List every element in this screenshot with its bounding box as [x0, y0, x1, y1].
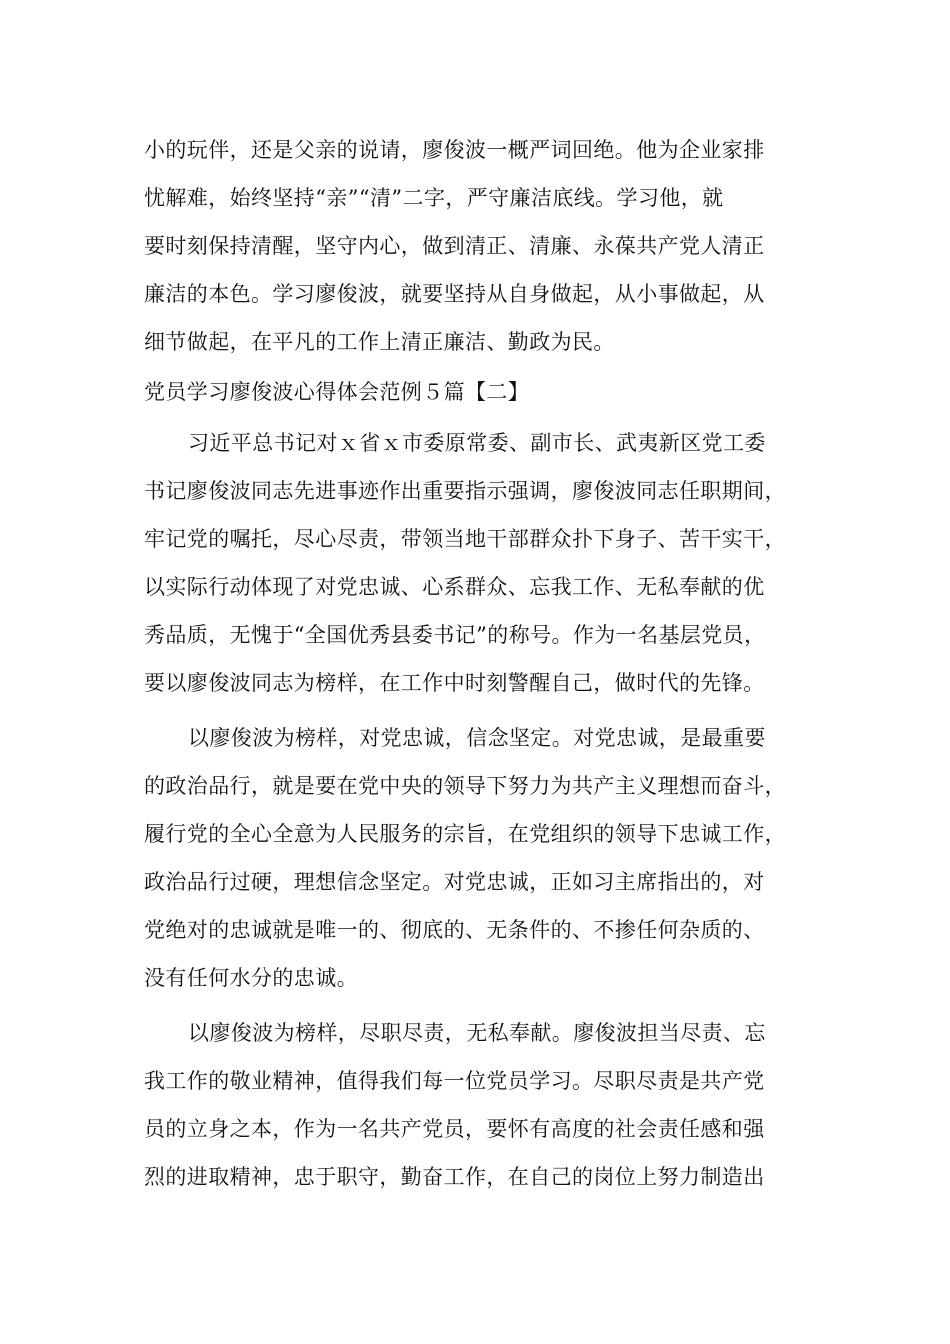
section-heading: 党员学习廖俊波心得体会范例５篇【二】	[144, 380, 530, 404]
text-line: 以实际行动体现了对党忠诚、心系群众、忘我工作、无私奉献的优	[144, 575, 765, 599]
text-line: 牢记党的嘱托，尽心尽责，带领当地干部群众扑下身子、苦干实干，	[144, 527, 786, 551]
text-line: 要以廖俊波同志为榜样，在工作中时刻警醒自己，做时代的先锋。	[144, 671, 765, 695]
document-body	[144, 126, 824, 1201]
text-line: 以廖俊波为榜样，尽职尽责，无私奉献。廖俊波担当尽责、忘	[188, 1021, 766, 1045]
text-line: 烈的进取精神，忠于职守，勤奋工作，在自己的岗位上努力制造出	[144, 1165, 765, 1189]
text-line: 书记廖俊波同志先进事迹作出重要指示强调，廖俊波同志任职期间，	[144, 479, 786, 503]
text-line: 要时刻保持清醒，坚守内心，做到清正、清廉、永葆共产党人清正	[144, 234, 765, 258]
text-line: 以廖俊波为榜样，对党忠诚，信念坚定。对党忠诚，是最重要	[188, 726, 766, 750]
paragraph-gap	[144, 1002, 824, 1009]
text-line: 没有任何水分的忠诚。	[144, 966, 358, 990]
text-line: 履行党的全心全意为人民服务的宗旨，在党组织的领导下忠诚工作，	[144, 822, 786, 846]
text-line: 廉洁的本色。学习廖俊波，就要坚持从自身做起，从小事做起，从	[144, 282, 765, 306]
text-line: 秀品质，无愧于“全国优秀县委书记”的称号。作为一名基层党员，	[144, 623, 766, 647]
text-line: 小的玩伴，还是父亲的说请，廖俊波一概严词回绝。他为企业家排	[144, 138, 765, 162]
text-line: 的政治品行，就是要在党中央的领导下努力为共产主义理想而奋斗，	[144, 774, 786, 798]
text-line: 党绝对的忠诚就是唯一的、彻底的、无条件的、不掺任何杂质的、	[144, 918, 765, 942]
text-line: 习近平总书记对ｘ省ｘ市委原常委、副市长、武夷新区党工委	[188, 431, 766, 455]
text-line: 忧解难，始终坚持“亲”“清”二字，严守廉洁底线。学习他，就	[144, 186, 724, 210]
text-line: 我工作的敬业精神，值得我们每一位党员学习。尽职尽责是共产党	[144, 1069, 765, 1093]
paragraph-gap	[144, 707, 824, 714]
text-line: 员的立身之本，作为一名共产党员，要怀有高度的社会责任感和强	[144, 1117, 765, 1141]
text-line: 政治品行过硬，理想信念坚定。对党忠诚，正如习主席指出的，对	[144, 870, 765, 894]
text-line: 细节做起，在平凡的工作上清正廉洁、勤政为民。	[144, 330, 615, 354]
